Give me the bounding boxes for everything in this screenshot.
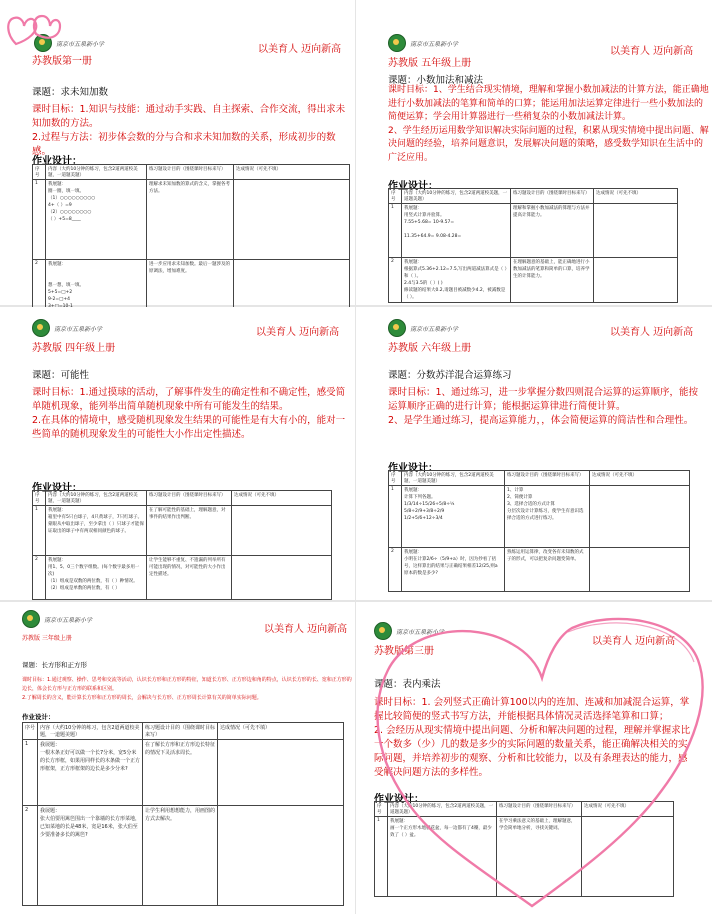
homework-title: 作业设计： <box>388 181 438 192</box>
header-no: 序号 <box>375 802 388 817</box>
header-status: 达成情况（可先不填） <box>232 491 332 506</box>
table-header-row <box>23 723 344 740</box>
header-no: 序号 <box>389 189 402 204</box>
edition-label: 苏教版第三册 <box>374 646 434 657</box>
header-no: 序号 <box>389 471 402 486</box>
page-grade4 <box>0 307 355 600</box>
header-content: 内容（大约10分钟的练习，包含2道两道校美题，一道题美题） <box>46 165 147 180</box>
table-row <box>33 180 350 260</box>
school-emblem-icon <box>32 319 50 337</box>
school-logo <box>388 34 458 52</box>
row-question: 我展题： 计算下列各题。 1/3/14÷15/26÷5/8÷¼ 5/8÷2/9+3/8÷2/9 1/2+5/6+12÷3/4 <box>402 486 505 548</box>
homework-table <box>32 164 350 324</box>
lesson-goal: 课时目标：1、通过练习，进一步掌握分数四则混合运算的运算顺序，能按运算顺序正确的进行计算；能根据运算律进行简便计算。 2、是学生通过练习，提高运算能力，，体会简便运算的简洁性和合理性。 <box>388 387 699 426</box>
homework-title: 作业设计： <box>32 483 82 494</box>
row-question: 我展题： 根据算式5.36+2.12=7.5,写出两道减法算式是（ ）和（ ）。 2.4与3.5的（ ）( ) 修读题的结果大0.2,请题目被减数少4.2，被减数是（ ）。 <box>402 258 511 303</box>
school-name-logo: 南京市五泉新小学 <box>44 616 93 624</box>
table-row <box>23 740 344 806</box>
header-status: 达成情况（可先不填） <box>582 802 674 817</box>
table-row <box>389 204 678 258</box>
table-row <box>389 258 678 303</box>
row-status <box>218 740 344 806</box>
table-header-row <box>389 471 690 486</box>
homework-table <box>32 490 332 600</box>
edition-label: 苏教版 四年级上册 <box>32 343 116 354</box>
row-purpose: 让学生利用想想能力，用画图的方式去解决。 <box>143 806 218 906</box>
school-emblem-icon <box>388 34 406 52</box>
lesson-goal: 课时目标：1. 会列竖式正确计算100以内的连加、连减和加减混合运算，掌握比较简便的竖式书写方法，并能根据具体情况灵活选择笔算和口算； 2. 会经历从现实情境中提出问题、分析和解决问题的过程，理解并掌握求比一个数多（少）几的数是多少的实际问题的数量关系，能正确解决相关的实际问题，并培养初步的观察、分析和比较能力，以及有条理表达的能力，感受解决问题方法的多样性。 <box>374 697 691 778</box>
row-status <box>232 556 332 600</box>
header-content: 内容（大约10分钟的练习，包含2道两道校美题，一道题美题） <box>402 471 505 486</box>
row-status <box>594 204 678 258</box>
homework-table <box>22 722 344 906</box>
lesson-goal: 课时目标：1.知识与技能：通过动手实践、自主探索、合作交流，得出求未知加数的方法。 2.过程与方法：初步体会数的分与合和求未知加数的关系，形成初步的数感。 <box>32 104 346 157</box>
school-name-logo: 南京市五泉新小学 <box>396 628 445 636</box>
row-no: 2 <box>389 548 402 592</box>
header-purpose: 练习题设计目的（围绕课时目标来写） <box>147 165 234 180</box>
header-purpose: 练习题设计目的（围绕课时目标来写） <box>497 802 582 817</box>
homework-table <box>388 188 678 303</box>
row-question: 我展题： 用竖式计算并验算。 7.55+5.68= 10-9.57= 11.35+64.9= 9.08-4.28= <box>402 204 511 258</box>
row-purpose: 熟练运用运算律，改变各有未知数的式子的形式，可以把复杂问题变简单。 <box>505 548 590 592</box>
page-grade6 <box>356 307 712 600</box>
row-question: 我展题： 画一个正方形木地板花盆，每一边都有了4瓣，最少效了（ ）盆。 <box>388 817 497 897</box>
row-no: 1 <box>389 204 402 258</box>
homework-table <box>388 470 690 592</box>
row-status <box>234 180 350 260</box>
school-logo <box>388 319 458 337</box>
header-content: 内容（大约10分钟的练习，包含2道两道校美题，一道题美题） <box>402 189 511 204</box>
row-question: 我展题： 小明在计算2/6÷（5/9+a）时，因为抄看了括号，这样算出的结果与正确结果相差12/25,则a原本的数是多少? <box>402 548 505 592</box>
school-logo <box>22 610 92 628</box>
header-no: 序号 <box>33 491 46 506</box>
lesson-goal: 课时目标：1.通过观察、操作、思考和交流等活动，认识长方形和正方形的特征，知道长方形、正方形边和角的特点，认识长方形的长、宽和正方形的边长，体会长方形与正方形的联系和区别。 2.了解周长的含义，能计算长方形和正方形的周长，会解决与长方形、正方形周长计算有关的简单实际问题。 <box>22 677 352 701</box>
row-no: 2 <box>33 260 46 324</box>
row-status <box>590 548 690 592</box>
header-purpose: 练习题设计目的（围绕课时目标来写） <box>505 471 590 486</box>
row-question: 我展题： 圈一圈，填一填。 （1）○○○○○○○○○ 4+（ ）=9 （2）○○○○○○○○ （ ）+5=8____ <box>46 180 147 260</box>
row-question: 我展题： 想一想，填一填。 5+5=□+2 9-2=□+4 <box>46 260 147 324</box>
homework-title: 作业设计： <box>374 794 424 805</box>
lesson-goal: 课时目标：1、学生结合现实情境，理解和掌握小数加减法的计算方法，能正确地进行小数加减法的笔算和简单的口算；能运用加法运算定律进行一些小数加法的简便运算；学会用计算器进行一些稍复杂的小数加减法计算。 2、学生经历运用数学知识解决实际问题的过程，积累从现实情境中提出问题、解决问题的经验，培养问题意识，发展解决问题的策略，感受数学知识在生活中的广泛应用。 <box>388 85 709 163</box>
table-header-row <box>33 491 332 506</box>
school-emblem-icon <box>388 319 406 337</box>
row-no: 2 <box>33 556 46 600</box>
row-question: 我展题： 箱里中有5只白球子，4只黄球子，7只红球子。蒙眼从中取出球子，至少拿出（ ）只球子才能保证取出的球子中有两双相同颜色的球子。 <box>46 506 147 556</box>
homework-title: 作业设计： <box>388 463 438 474</box>
motto: 以美育人 迈向新高 <box>592 636 676 647</box>
row-status <box>218 806 344 906</box>
lesson-topic: 课题：表内乘法 <box>374 679 441 690</box>
homework-title: 作业设计： <box>22 713 55 721</box>
row-question: 我展题： 张大伯要用篱笆围出一个靠墙的长方形菜地，已知菜地的长是48米，宽是16米，张大伯至少要准备多长的篱笆? <box>38 806 143 906</box>
header-content: 内容（大约10分钟的练习，包含2道两道校美题，一道题美题） <box>388 802 497 817</box>
header-status: 达成情况（可先不填） <box>218 723 344 740</box>
header-status: 达成情况（可先不填） <box>590 471 690 486</box>
row-no: 1 <box>389 486 402 548</box>
table-row <box>33 556 332 600</box>
row-purpose: 理解和掌握小数加减法的算理与方法并提高计算能力。 <box>511 204 594 258</box>
row-purpose: 在理解题意的基础上，能正确地进行小数加减法的笔算和简单的口算，培养学生的计算能力。 <box>511 258 594 303</box>
lesson-topic: 课题：可能性 <box>32 370 90 381</box>
page-grade3 <box>0 602 355 914</box>
homework-title: 作业设计： <box>32 156 82 167</box>
row-status <box>232 506 332 556</box>
table-header-row <box>33 165 350 180</box>
row-no: 2 <box>389 258 402 303</box>
table-row <box>389 486 690 548</box>
edition-label: 苏教版 六年级上册 <box>388 343 472 354</box>
school-name-logo: 南京市五泉新小学 <box>54 325 103 333</box>
lesson-topic: 课题：求未知加数 <box>32 87 109 98</box>
school-logo <box>32 319 102 337</box>
school-name-logo: 南京市五泉新小学 <box>56 40 105 48</box>
page-grade5 <box>356 0 712 305</box>
lesson-topic: 课题：长方形和正方形 <box>22 661 87 669</box>
edition-label: 苏教版 三年级上册 <box>22 635 72 642</box>
header-content: 内容（大约10分钟的练习，包含2道两道校美题，一道题美题） <box>46 491 147 506</box>
row-purpose: 1、计算 2、简便计算 3、选择合适的方式计算 分层次设计计算练习，使学生有意识选择合适的方式进行练习。 <box>505 486 590 548</box>
edition-label: 苏教版第一册 <box>32 56 92 67</box>
row-no: 1 <box>33 180 46 260</box>
motto: 以美育人 迈向新高 <box>256 327 340 338</box>
table-row <box>389 548 690 592</box>
edition-label: 苏教版 五年级上册 <box>388 58 472 69</box>
school-emblem-icon <box>22 610 40 628</box>
table-row <box>33 506 332 556</box>
row-no: 2 <box>23 806 38 906</box>
heart-doodle-icon <box>4 6 64 64</box>
school-name-logo: 南京市五泉新小学 <box>410 40 459 48</box>
row-no: 1 <box>375 817 388 897</box>
motto: 以美育人 迈向新高 <box>264 624 348 635</box>
table-row <box>23 806 344 906</box>
row-status <box>590 486 690 548</box>
row-no: 1 <box>33 506 46 556</box>
motto: 以美育人 迈向新高 <box>610 327 694 338</box>
heart-doodle-icon <box>362 600 712 914</box>
header-status: 达成情况（可先不填） <box>594 189 678 204</box>
header-purpose: 练习题设计目的（围绕课时目标来写） <box>147 491 232 506</box>
row-purpose: 理解求未知加数的算式的含义，掌握各考方法。 <box>147 180 234 260</box>
row-purpose: 让学生能够不重复、不遗漏的列举所有可能出现的情况，对可能性的大小作出定性描述。 <box>147 556 232 600</box>
header-purpose: 练习题设计目的（围绕课时目标来写） <box>511 189 594 204</box>
header-no: 序号 <box>33 165 46 180</box>
lesson-goal: 课时目标：1.通过摸球的活动，了解事件发生的确定性和不确定性，感受简单随机现象，能列举出简单随机现象中所有可能发生的结果。 2.在具体的情境中，感受随机现象发生结果的可能性是有大有小的，能对一些简单的随机现象发生的可能性大小作出定性描述。 <box>32 387 346 440</box>
row-question: 我展题： 一根木条正好可以做一个长7分米，宽5分米的长方形框，如果用同样长的木条做一个正方形框架，正方形框架的边长是多少分米? <box>38 740 143 806</box>
table-header-row <box>389 189 678 204</box>
header-status: 达成情况（可先不填） <box>234 165 350 180</box>
school-name-logo: 南京市五泉新小学 <box>410 325 459 333</box>
header-purpose: 练习题设计目的（围绕课时目标来写） <box>143 723 218 740</box>
header-no: 序号 <box>23 723 38 740</box>
row-purpose: 在了解可能性的基础上，理解题意，对事件的结果作出判断。 <box>147 506 232 556</box>
row-purpose: 进一步应用求未知加数。最后一题涉及的原调法，增加难度。 <box>147 260 234 324</box>
row-no: 1 <box>23 740 38 806</box>
row-status <box>594 258 678 303</box>
lesson-topic: 课题：分数苏洋混合运算练习 <box>388 370 512 381</box>
row-purpose: 在了解长方形和正方形边长特征的情况下灵活求周长。 <box>143 740 218 806</box>
lesson-topic: 课题：小数加法和减法 <box>388 75 484 86</box>
motto: 以美育人 迈向新高 <box>258 44 342 55</box>
row-question: 我展题： 用1、5、0三个数字组数。(每个数字最多用一次) （1）组成是双数的两位数，有（ ）种情况。 （2）组成是单数的两位数，有（ ） <box>46 556 147 600</box>
header-content: 内容（大约10分钟的练习，包含2道两道校美题，一道题美题） <box>38 723 143 740</box>
row-purpose: 在学习乘法意义的基础上，理解题意，学会简单地分析，寻找关键词。 <box>497 817 582 897</box>
motto: 以美育人 迈向新高 <box>610 46 694 57</box>
